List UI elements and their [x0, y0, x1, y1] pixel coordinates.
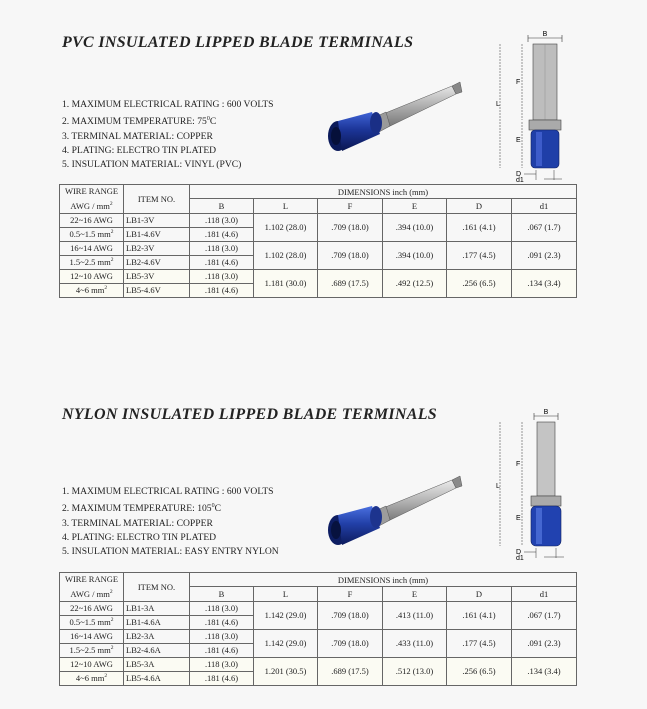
- dim-e: .394 (10.0): [383, 213, 447, 241]
- dim-b: .118 (3.0): [190, 269, 254, 283]
- dim-e: .512 (13.0): [383, 657, 447, 685]
- label-b: B: [542, 31, 548, 38]
- label-d: D: [516, 171, 522, 178]
- spec-item: 3. TERMINAL MATERIAL: COPPER: [62, 517, 213, 529]
- pvc-section: [0, 0, 647, 350]
- spec-item: 2. MAXIMUM TEMPERATURE: $75^0C$: [62, 116, 217, 128]
- dim-l: 1.102 (28.0): [254, 213, 318, 241]
- table-row: [60, 657, 577, 671]
- label-b: B: [543, 409, 549, 416]
- dim-f: .709 (18.0): [318, 241, 383, 269]
- dim-e: .492 (12.5): [383, 269, 447, 297]
- item-no: LB2-3V: [124, 241, 190, 255]
- label-l: L: [496, 483, 500, 490]
- awg-cell: 22~16 AWG: [60, 213, 124, 227]
- mm-cell: 1.5~2.5 $mm^2$: [60, 643, 124, 657]
- dim-l: 1.181 (30.0): [254, 269, 318, 297]
- item-no: LB5-4.6A: [124, 671, 190, 685]
- item-no: LB2-3A: [124, 629, 190, 643]
- header-d: D: [447, 587, 512, 601]
- spec-item: 1. MAXIMUM ELECTRICAL RATING : 600 VOLTS: [62, 99, 274, 110]
- nylon-spec-list: [62, 485, 279, 560]
- dim-d1: .067 (1.7): [512, 601, 577, 629]
- dim-l: 1.201 (30.5): [254, 657, 318, 685]
- dim-d: .177 (4.5): [447, 629, 512, 657]
- dim-b: .181 (4.6): [190, 671, 254, 685]
- header-wire-range: WIRE RANGE AWG / $mm^2$: [60, 573, 124, 602]
- mm-cell: 4~6 $mm^2$: [60, 671, 124, 685]
- item-no: LB5-3A: [124, 657, 190, 671]
- dim-d1: .134 (3.4): [512, 269, 577, 297]
- label-d: D: [516, 549, 522, 556]
- item-no: LB1-3A: [124, 601, 190, 615]
- header-item-no: ITEM NO.: [124, 573, 190, 602]
- header-b: B: [190, 199, 254, 213]
- header-e: E: [383, 199, 447, 213]
- dim-b: .181 (4.6): [190, 255, 254, 269]
- dim-f: .709 (18.0): [318, 213, 383, 241]
- label-e: E: [516, 515, 521, 522]
- mm-cell: 1.5~2.5 $mm^2$: [60, 255, 124, 269]
- dim-d1: .091 (2.3): [512, 629, 577, 657]
- item-no: LB2-4.6A: [124, 643, 190, 657]
- dim-d1: .067 (1.7): [512, 213, 577, 241]
- pvc-spec-list: [62, 98, 274, 173]
- label-f: F: [516, 461, 521, 468]
- dim-f: .709 (18.0): [318, 601, 383, 629]
- awg-cell: 16~14 AWG: [60, 241, 124, 255]
- pvc-title: PVC INSULATED LIPPED BLADE TERMINALS: [62, 34, 414, 51]
- header-e: E: [383, 587, 447, 601]
- spec-item: 5. INSULATION MATERIAL: VINYL (PVC): [62, 159, 242, 171]
- label-f: F: [516, 79, 521, 86]
- item-no: LB1-4.6A: [124, 615, 190, 629]
- header-d1: d1: [512, 199, 577, 213]
- spec-item: 2. MAXIMUM TEMPERATURE: $105^0C$: [62, 503, 222, 515]
- nylon-dimensions-table: [59, 572, 577, 686]
- label-e: E: [516, 137, 521, 144]
- mm-cell: 4~6 $mm^2$: [60, 283, 124, 297]
- header-b: B: [190, 587, 254, 601]
- label-d1: d1: [516, 555, 524, 560]
- nylon-section: [0, 372, 647, 709]
- header-f: F: [318, 199, 383, 213]
- table-row: [60, 601, 577, 615]
- dim-e: .413 (11.0): [383, 601, 447, 629]
- dim-b: .118 (3.0): [190, 241, 254, 255]
- dim-d1: .134 (3.4): [512, 657, 577, 685]
- dim-b: .181 (4.6): [190, 615, 254, 629]
- dim-d: .161 (4.1): [447, 213, 512, 241]
- nylon-title: NYLON INSULATED LIPPED BLADE TERMINALS: [62, 406, 437, 423]
- dim-d: .256 (6.5): [447, 657, 512, 685]
- header-wire-range: WIRE RANGE AWG / $mm^2$: [60, 185, 124, 214]
- header-l: L: [254, 587, 318, 601]
- item-no: LB1-3V: [124, 213, 190, 227]
- dim-l: 1.142 (29.0): [254, 629, 318, 657]
- header-item-no: ITEM NO.: [124, 185, 190, 214]
- terminal-product-image: [320, 470, 470, 555]
- header-dimensions: DIMENSIONS inch (mm): [190, 185, 577, 199]
- spec-item: 4. PLATING: ELECTRO TIN PLATED: [62, 145, 217, 157]
- dim-d: .177 (4.5): [447, 241, 512, 269]
- dim-b: .118 (3.0): [190, 601, 254, 615]
- dim-d: .161 (4.1): [447, 601, 512, 629]
- dimension-diagram: [488, 30, 578, 182]
- awg-cell: 12~10 AWG: [60, 657, 124, 671]
- header-d: D: [447, 199, 512, 213]
- table-row: [60, 269, 577, 283]
- mm-cell: 0.5~1.5 $mm^2$: [60, 227, 124, 241]
- dim-b: .181 (4.6): [190, 227, 254, 241]
- header-l: L: [254, 199, 318, 213]
- table-row: [60, 213, 577, 227]
- item-no: LB5-4.6V: [124, 283, 190, 297]
- mm-cell: 0.5~1.5 $mm^2$: [60, 615, 124, 629]
- dim-d1: .091 (2.3): [512, 241, 577, 269]
- dim-l: 1.142 (29.0): [254, 601, 318, 629]
- awg-cell: 22~16 AWG: [60, 601, 124, 615]
- pvc-dimensions-table: [59, 184, 577, 298]
- terminal-product-image: [320, 78, 470, 163]
- dim-b: .181 (4.6): [190, 643, 254, 657]
- label-d1: d1: [516, 177, 524, 182]
- label-l: L: [496, 101, 500, 108]
- item-no: LB5-3V: [124, 269, 190, 283]
- dim-e: .433 (11.0): [383, 629, 447, 657]
- dim-f: .689 (17.5): [318, 269, 383, 297]
- spec-item: 5. INSULATION MATERIAL: EASY ENTRY NYLON: [62, 546, 279, 558]
- spec-item: 4. PLATING: ELECTRO TIN PLATED: [62, 532, 217, 544]
- table-row: [60, 241, 577, 255]
- header-d1: d1: [512, 587, 577, 601]
- dim-b: .118 (3.0): [190, 213, 254, 227]
- dim-l: 1.102 (28.0): [254, 241, 318, 269]
- awg-cell: 16~14 AWG: [60, 629, 124, 643]
- dim-d: .256 (6.5): [447, 269, 512, 297]
- dim-b: .118 (3.0): [190, 657, 254, 671]
- awg-cell: 12~10 AWG: [60, 269, 124, 283]
- spec-item: 3. TERMINAL MATERIAL: COPPER: [62, 130, 213, 142]
- dim-b: .118 (3.0): [190, 629, 254, 643]
- dim-f: .689 (17.5): [318, 657, 383, 685]
- header-dimensions: DIMENSIONS inch (mm): [190, 573, 577, 587]
- dimension-diagram: [488, 408, 578, 560]
- dim-f: .709 (18.0): [318, 629, 383, 657]
- item-no: LB2-4.6V: [124, 255, 190, 269]
- dim-e: .394 (10.0): [383, 241, 447, 269]
- table-row: [60, 629, 577, 643]
- spec-item: 1. MAXIMUM ELECTRICAL RATING : 600 VOLTS: [62, 486, 274, 497]
- dim-b: .181 (4.6): [190, 283, 254, 297]
- item-no: LB1-4.6V: [124, 227, 190, 241]
- header-f: F: [318, 587, 383, 601]
